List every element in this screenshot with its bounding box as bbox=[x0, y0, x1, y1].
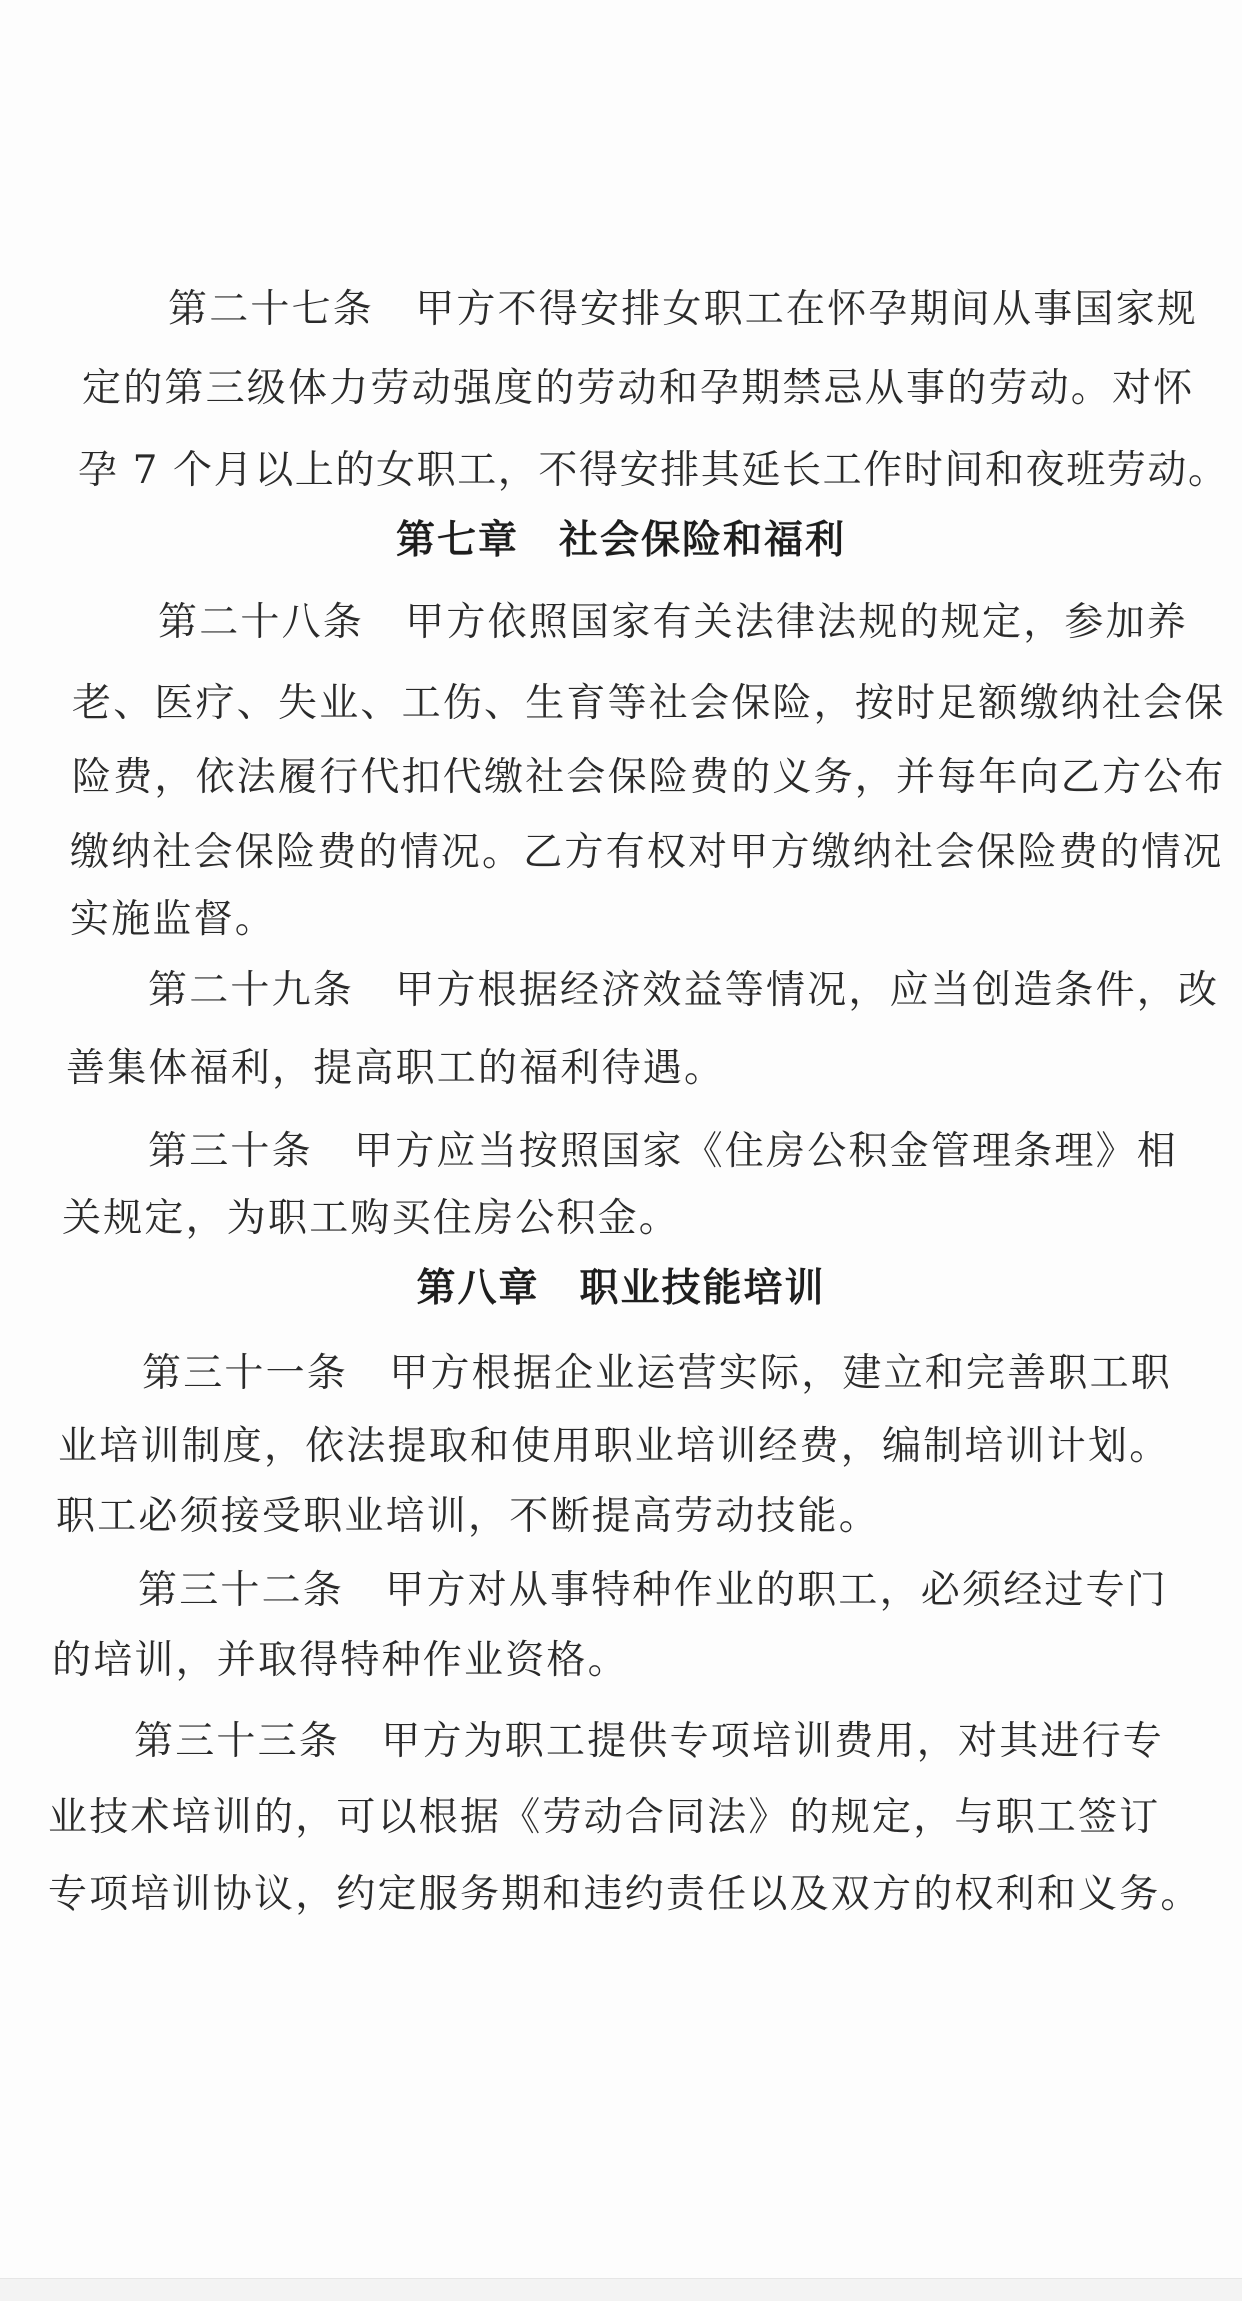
chapter-7-title: 社会保险和福利 bbox=[559, 518, 847, 563]
article-31-line-3: 职工必须接受职业培训，不断提高劳动技能。 bbox=[56, 1494, 881, 1539]
chapter-8-number: 第八章 bbox=[416, 1266, 540, 1311]
article-32-line-2: 的培训，并取得特种作业资格。 bbox=[52, 1638, 629, 1683]
chapter-8-title: 职业技能培训 bbox=[579, 1266, 826, 1311]
chapter-8-heading bbox=[0, 1266, 1242, 1312]
article-31-line-2: 业培训制度，依法提取和使用职业培训经费，编制培训计划。 bbox=[58, 1424, 1171, 1469]
article-33-line-3: 专项培训协议，约定服务期和违约责任以及双方的权利和义务。 bbox=[48, 1872, 1202, 1917]
article-29-line-2: 善集体福利，提高职工的福利待遇。 bbox=[66, 1046, 726, 1091]
page-bottom-edge bbox=[0, 2278, 1242, 2301]
chapter-7-number: 第七章 bbox=[395, 518, 519, 563]
article-30-line-2: 关规定，为职工购买住房公积金。 bbox=[62, 1196, 681, 1241]
article-31-line-1: 第三十一条 甲方根据企业运营实际，建立和完善职工职 bbox=[142, 1351, 1173, 1396]
article-33-line-2: 业技术培训的，可以根据《劳动合同法》的规定，与职工签订 bbox=[48, 1795, 1161, 1840]
chapter-7-heading bbox=[0, 518, 1242, 564]
article-28-line-1: 第二十八条 甲方依照国家有关法律法规的规定，参加养 bbox=[158, 600, 1189, 645]
article-29-line-1: 第二十九条 甲方根据经济效益等情况，应当创造条件，改 bbox=[148, 968, 1220, 1013]
article-32-line-1: 第三十二条 甲方对从事特种作业的职工，必须经过专门 bbox=[138, 1568, 1169, 1613]
article-28-line-5: 实施监督。 bbox=[70, 897, 277, 942]
article-27-line-1: 第二十七条 甲方不得安排女职工在怀孕期间从事国家规 bbox=[168, 287, 1199, 332]
article-28-line-2: 老、医疗、失业、工伤、生育等社会保险，按时足额缴纳社会保 bbox=[72, 681, 1226, 726]
article-28-line-3: 险费，依法履行代扣代缴社会保险费的义务，并每年向乙方公布 bbox=[72, 755, 1226, 800]
article-33-line-1: 第三十三条 甲方为职工提供专项培训费用，对其进行专 bbox=[134, 1719, 1165, 1764]
article-28-line-4: 缴纳社会保险费的情况。乙方有权对甲方缴纳社会保险费的情况 bbox=[70, 830, 1224, 875]
article-27-line-2: 定的第三级体力劳动强度的劳动和孕期禁忌从事的劳动。对怀 bbox=[82, 366, 1195, 411]
article-30-line-1: 第三十条 甲方应当按照国家《住房公积金管理条理》相 bbox=[148, 1129, 1179, 1174]
article-27-line-3: 孕 7 个月以上的女职工，不得安排其延长工作时间和夜班劳动。 bbox=[78, 448, 1229, 493]
